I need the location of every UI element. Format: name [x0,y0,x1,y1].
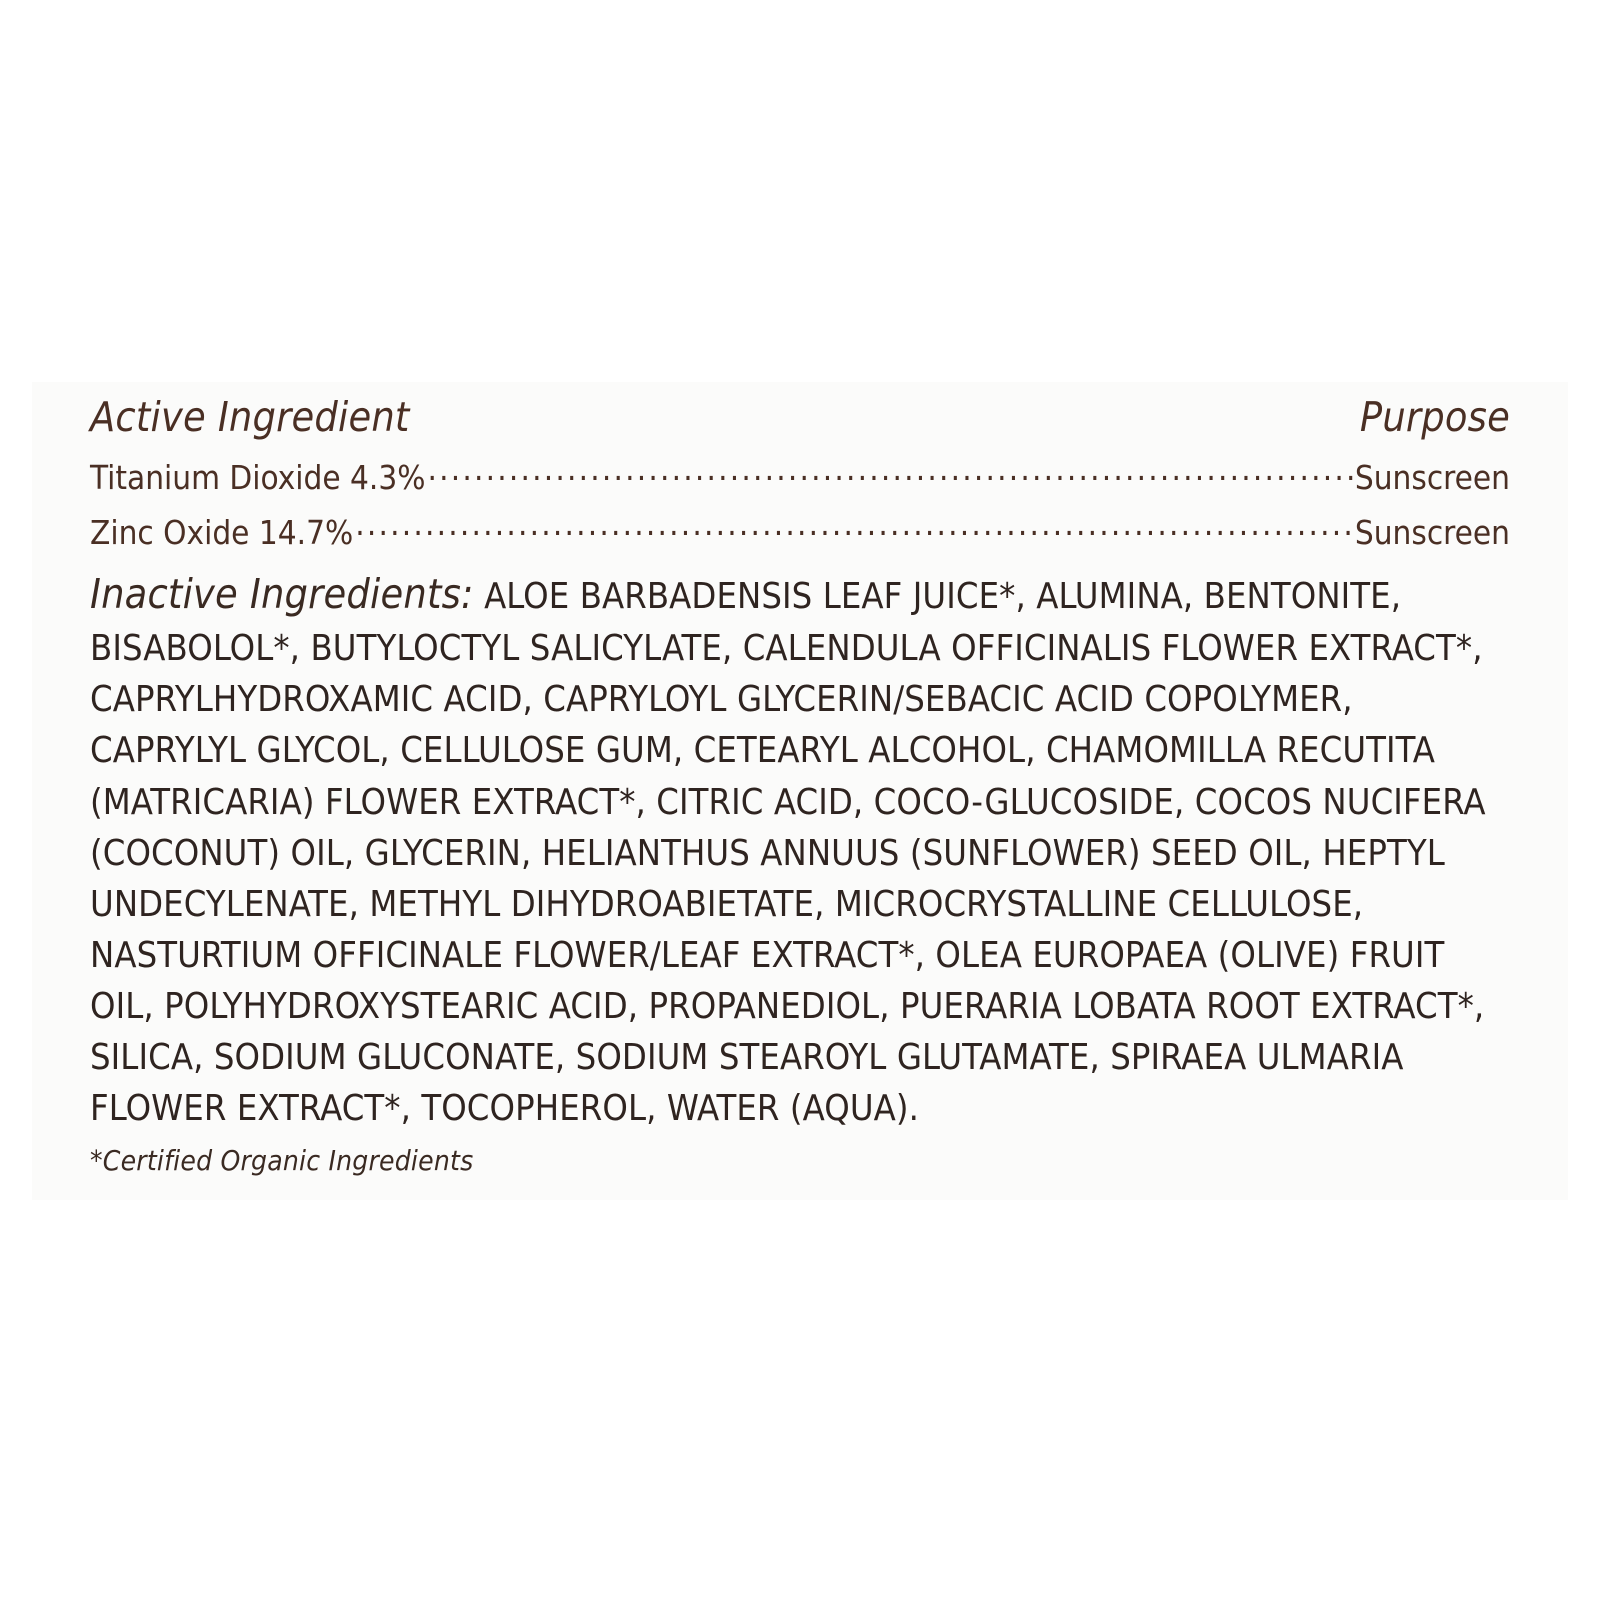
column-headers-row [90,393,1510,441]
active-ingredient-name: Zinc Oxide 14.7% [90,513,354,553]
active-ingredient-row [90,511,1510,553]
label-panel [32,382,1568,1200]
active-ingredient-header: Active Ingredient [90,393,410,441]
dot-leader [427,456,1352,489]
label-content [90,393,1510,1178]
dot-leader [355,511,1353,544]
inactive-ingredients-text: ALOE BARBADENSIS LEAF JUICE*, ALUMINA, BENTONITE, BISABOLOL*, BUTYLOCTYL SALICYLATE, CALENDULA OFFICINALIS FLOWER EXTRACT*, CAPRYLHYDROXAMIC ACID, CAPRYLOYL GLYCERIN/SEBACIC ACID COPOLYMER, CAPRYLYL GLYCOL, CELLULOSE GUM, CETEARYL ALCOHOL, CHAMOMILLA RECUTITA (MATRICARIA) FLOWER EXTRACT*, CITRIC ACID, COCO-GLUCOSIDE, COCOS NUCIFERA (COCONUT) OIL, GLYCERIN, HELIANTHUS ANNUUS (SUNFLOWER) SEED OIL, HEPTYL UNDECYLENATE, METHYL DIHYDROABIETATE, MICROCRYSTALLINE CELLULOSE, NASTURTIUM OFFICINALE FLOWER/LEAF EXTRACT*, OLEA EUROPAEA (OLIVE) FRUIT OIL, POLYHYDROXYSTEARIC ACID, PROPANEDIOL, PUERARIA LOBATA ROOT EXTRACT*, SILICA, SODIUM GLUCONATE, SODIUM STEAROYL GLUTAMATE, SPIRAEA ULMARIA FLOWER EXTRACT*, TOCOPHEROL, WATER (AQUA). [90,576,1486,1130]
organic-footnote: *Certified Organic Ingredients [90,1144,474,1178]
inactive-ingredients-heading: Inactive Ingredients: [90,570,474,619]
active-ingredient-purpose: Sunscreen [1354,513,1510,553]
inactive-ingredients-block [90,565,1490,1134]
active-ingredient-row [90,456,1510,498]
active-ingredient-purpose: Sunscreen [1354,458,1510,498]
purpose-header: Purpose [1359,393,1510,441]
active-ingredient-name: Titanium Dioxide 4.3% [90,458,426,498]
